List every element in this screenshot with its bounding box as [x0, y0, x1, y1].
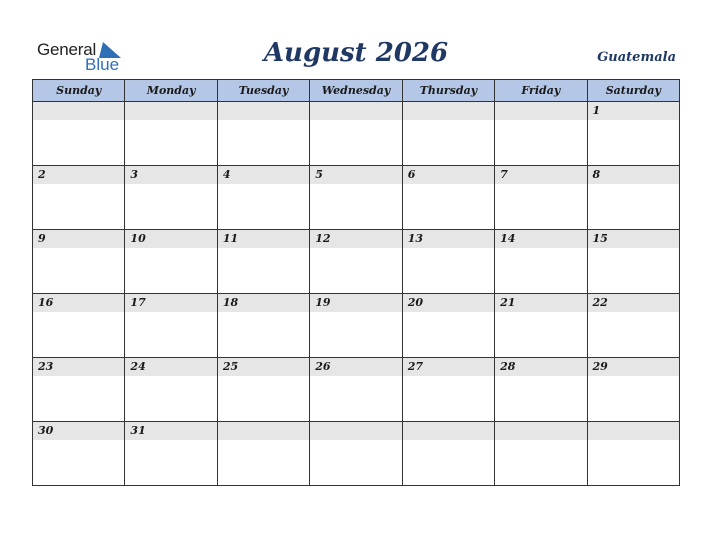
day-number — [218, 422, 309, 440]
day-cell — [125, 358, 217, 422]
weekday-sunday: Sunday — [33, 80, 125, 102]
day-cell — [217, 422, 309, 486]
day-number: 18 — [218, 294, 309, 312]
day-cell — [495, 358, 587, 422]
weekday-thursday: Thursday — [402, 80, 494, 102]
day-cell — [402, 230, 494, 294]
week-row — [33, 102, 680, 166]
day-number: 23 — [33, 358, 124, 376]
day-number: 16 — [33, 294, 124, 312]
day-cell — [310, 422, 402, 486]
weekday-saturday: Saturday — [587, 80, 679, 102]
day-cell — [33, 294, 125, 358]
week-row — [33, 358, 680, 422]
day-number: 10 — [125, 230, 216, 248]
day-cell — [587, 102, 679, 166]
day-number: 14 — [495, 230, 586, 248]
day-cell — [33, 422, 125, 486]
day-number — [33, 102, 124, 120]
day-cell — [217, 230, 309, 294]
week-row — [33, 294, 680, 358]
day-cell — [402, 102, 494, 166]
day-cell — [125, 102, 217, 166]
day-cell — [495, 102, 587, 166]
day-number: 3 — [125, 166, 216, 184]
day-cell — [125, 294, 217, 358]
calendar-grid — [32, 79, 680, 486]
day-cell — [217, 358, 309, 422]
day-number — [403, 422, 494, 440]
day-cell — [125, 166, 217, 230]
day-cell — [402, 358, 494, 422]
day-number: 30 — [33, 422, 124, 440]
day-cell — [217, 294, 309, 358]
day-number — [310, 102, 401, 120]
day-cell — [217, 166, 309, 230]
day-cell — [587, 294, 679, 358]
day-cell — [402, 294, 494, 358]
weekday-wednesday: Wednesday — [310, 80, 402, 102]
day-cell — [310, 102, 402, 166]
weekday-header-row — [33, 80, 680, 102]
day-number — [125, 102, 216, 120]
weekday-monday: Monday — [125, 80, 217, 102]
day-cell — [33, 102, 125, 166]
day-cell — [587, 166, 679, 230]
day-number: 21 — [495, 294, 586, 312]
day-number — [495, 422, 586, 440]
day-number: 11 — [218, 230, 309, 248]
day-number: 29 — [588, 358, 679, 376]
day-number: 31 — [125, 422, 216, 440]
day-number: 19 — [310, 294, 401, 312]
day-cell — [33, 358, 125, 422]
week-row — [33, 230, 680, 294]
day-number: 4 — [218, 166, 309, 184]
weekday-friday: Friday — [495, 80, 587, 102]
day-cell — [587, 358, 679, 422]
day-number: 5 — [310, 166, 401, 184]
logo-word-general: General — [37, 40, 97, 59]
day-number: 9 — [33, 230, 124, 248]
day-cell — [495, 294, 587, 358]
day-cell — [33, 166, 125, 230]
day-number: 27 — [403, 358, 494, 376]
day-cell — [125, 422, 217, 486]
day-number — [495, 102, 586, 120]
day-cell — [310, 358, 402, 422]
day-number: 8 — [588, 166, 679, 184]
day-number: 7 — [495, 166, 586, 184]
day-number: 13 — [403, 230, 494, 248]
week-row — [33, 422, 680, 486]
weekday-tuesday: Tuesday — [217, 80, 309, 102]
week-row — [33, 166, 680, 230]
day-number: 20 — [403, 294, 494, 312]
calendar-title: August 2026 — [263, 38, 449, 68]
day-number: 24 — [125, 358, 216, 376]
day-cell — [587, 230, 679, 294]
day-cell — [495, 230, 587, 294]
day-number: 2 — [33, 166, 124, 184]
day-cell — [402, 166, 494, 230]
day-cell — [33, 230, 125, 294]
day-number — [218, 102, 309, 120]
day-number: 6 — [403, 166, 494, 184]
day-number: 15 — [588, 230, 679, 248]
day-number: 28 — [495, 358, 586, 376]
logo-word-blue: Blue — [85, 55, 120, 74]
day-cell — [125, 230, 217, 294]
day-number — [588, 422, 679, 440]
day-cell — [310, 230, 402, 294]
day-number: 17 — [125, 294, 216, 312]
day-number: 26 — [310, 358, 401, 376]
day-cell — [217, 102, 309, 166]
day-cell — [587, 422, 679, 486]
day-number: 12 — [310, 230, 401, 248]
country-label: Guatemala — [597, 50, 676, 65]
day-cell — [310, 294, 402, 358]
day-cell — [310, 166, 402, 230]
day-cell — [495, 166, 587, 230]
day-number: 22 — [588, 294, 679, 312]
day-cell — [495, 422, 587, 486]
day-cell — [402, 422, 494, 486]
day-number — [310, 422, 401, 440]
day-number: 25 — [218, 358, 309, 376]
day-number — [403, 102, 494, 120]
day-number: 1 — [588, 102, 679, 120]
